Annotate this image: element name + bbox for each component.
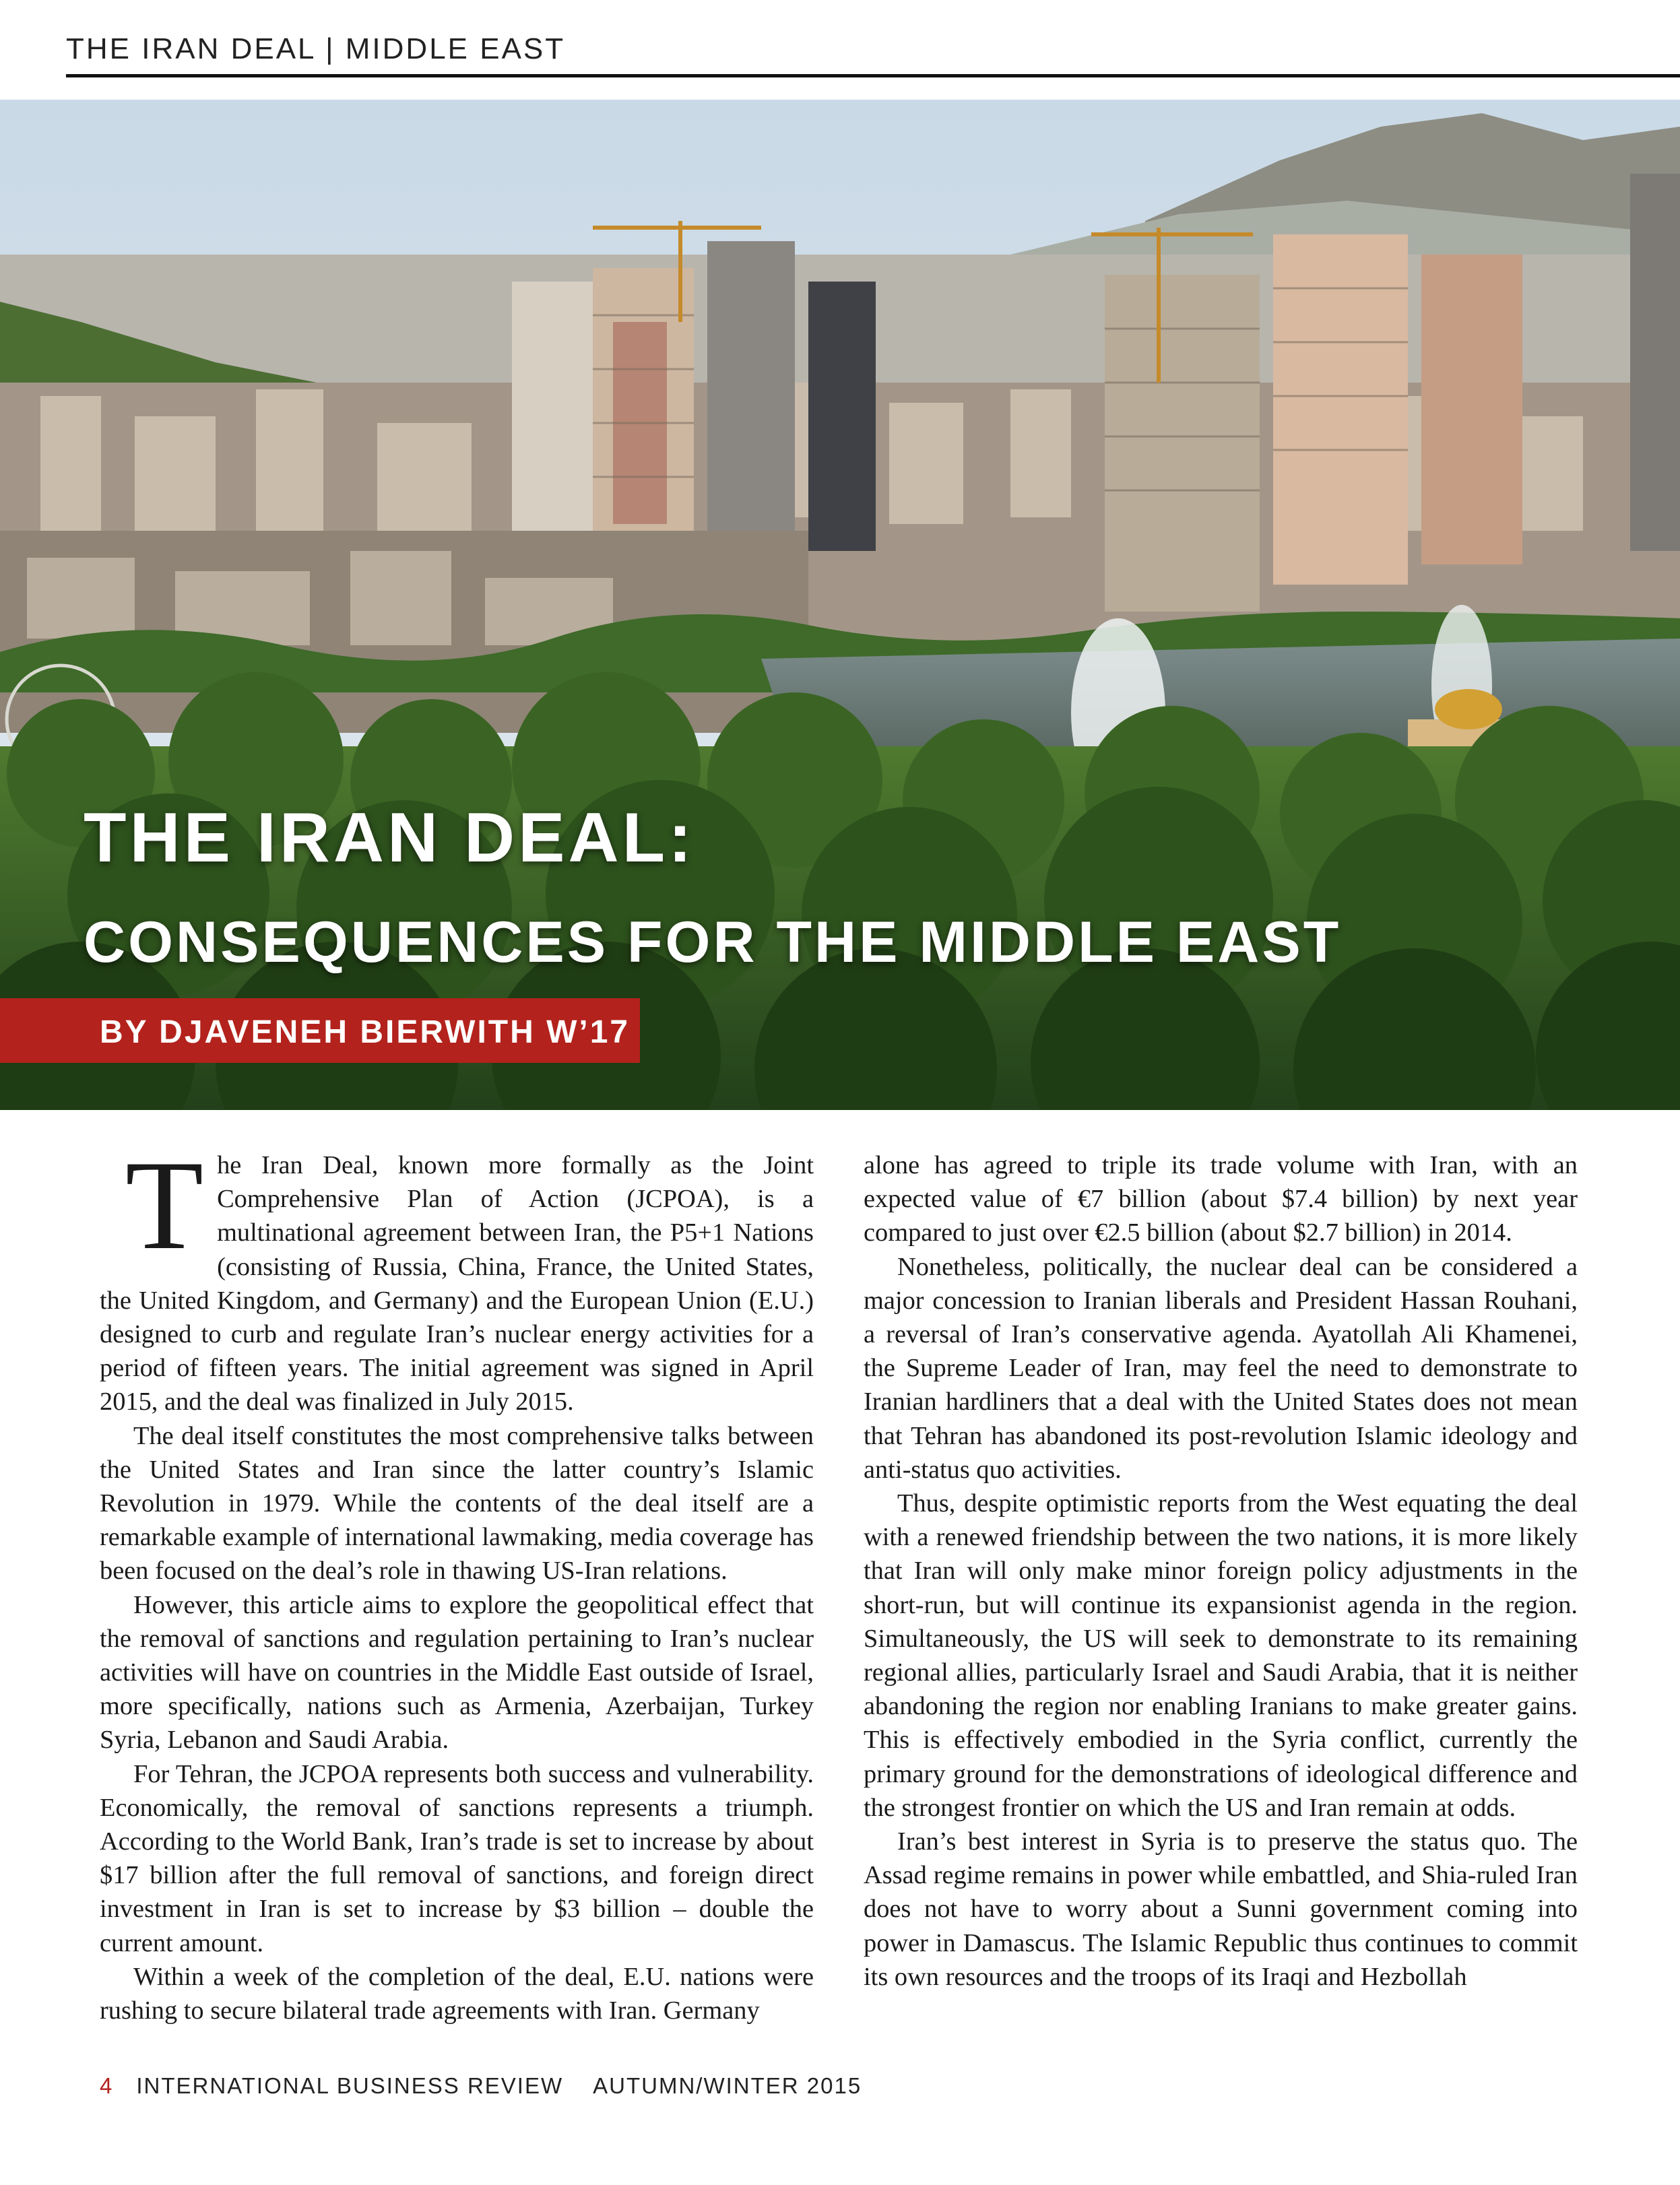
paragraph-7: Nonetheless, politically, the nuclear deal can be considered a major concession to Iranian liberals and President Hassan Rouhani, a reversal of Iran’s conservative agenda. Ayatollah Ali Khamenei, the Supreme Leader of Iran, may feel the need to demonstrate to Iranian hardliners that a deal with the United States does not mean that Tehran has abandoned its post-revolution Islamic ideology and anti-status quo activities. xyxy=(864,1252,1578,1484)
byline: BY DJAVENEH BIERWITH W’17 xyxy=(100,1014,631,1050)
page-footer xyxy=(100,2073,862,2099)
paragraph-8: Thus, despite optimistic reports from the West equating the deal with a renewed friendship between the two nations, it is more likely that Iran will only make minor foreign policy adjustments in the short-run, but will continue its expansionist agenda in the region. Simultaneously, the US will seek to demonstrate to its remaining regional allies, particularly Israel and Saudi Arabia, that it is neither abandoning the region nor enabling Iranians to make greater gains. This is effectively embodied in the Syria conflict, currently the primary ground for the demonstrations of ideological difference and the strongest frontier on which the US and Iran remain at odds. xyxy=(864,1489,1578,1822)
running-head: THE IRAN DEAL | MIDDLE EAST xyxy=(66,32,566,65)
paragraph-6: alone has agreed to triple its trade volume with Iran, with an expected value of €7 billion (about $7.4 billion) by next year compared to just over €2.5 billion (about $2.7 billion) in 2014. xyxy=(864,1151,1578,1247)
paragraph-4: For Tehran, the JCPOA represents both success and vulnerability. Economically, the removal of sanctions represents a triumph. According to the World Bank, Iran’s trade is set to increase by about $17 billion after the full removal of sanctions, and foreign direct investment in Iran is set to increase by $3 billion – double the current amount. xyxy=(100,1759,814,1957)
paragraph-1: The Iran Deal, known more formally as the Joint Comprehensive Plan of Action (JCPOA), is a multinational agreement between Iran, the P5+1 Nations (consisting of Russia, China, France, the United States, the United Kingdom, and Germany) and the European Union (E.U.) designed to curb and regulate Iran’s nuclear energy activities for a period of fifteen years. The initial agreement was signed in April 2015, and the deal was finalized in July 2015. xyxy=(100,1135,814,1416)
paragraph-5: Within a week of the completion of the deal, E.U. nations were rushing to secure bilateral trade agreements with Iran. Germany xyxy=(100,1962,814,2025)
paragraph-2: The deal itself constitutes the most comprehensive talks between the United States and Iran since the latter country’s Islamic Revolution in 1979. While the contents of the deal itself are a remarkable example of international lawmaking, media coverage has been focused on the deal’s role in thawing US-Iran relations. xyxy=(100,1421,814,1586)
paragraph-9: Iran’s best interest in Syria is to preserve the status quo. The Assad regime remains in power while embattled, and Shia-ruled Iran does not have to worry about a Sunni government coming into power in Damascus. The Islamic Republic thus continues to commit its own resources and the troops of its Iraqi and Hezbollah xyxy=(864,1827,1578,1991)
page-number: 4 xyxy=(100,2073,114,2098)
publication-name: INTERNATIONAL BUSINESS REVIEW xyxy=(136,2073,564,2098)
drop-cap: T xyxy=(125,1135,204,1276)
article-title: THE IRAN DEAL: xyxy=(84,799,695,877)
paragraph-3: However, this article aims to explore the geopolitical effect that the removal of sanctions and regulation pertaining to Iran’s nuclear activities will have on countries in the Middle East outside of Israel, more specifically, nations such as Armenia, Azerbaijan, Turkey Syria, Lebanon and Saudi Arabia. xyxy=(100,1590,814,1755)
issue-label: AUTUMN/WINTER 2015 xyxy=(593,2073,862,2098)
article-column-right xyxy=(864,1148,1578,1994)
article-column-left xyxy=(100,1135,814,2027)
article-subtitle: CONSEQUENCES FOR THE MIDDLE EAST xyxy=(84,910,1342,975)
header-rule xyxy=(66,74,1680,77)
